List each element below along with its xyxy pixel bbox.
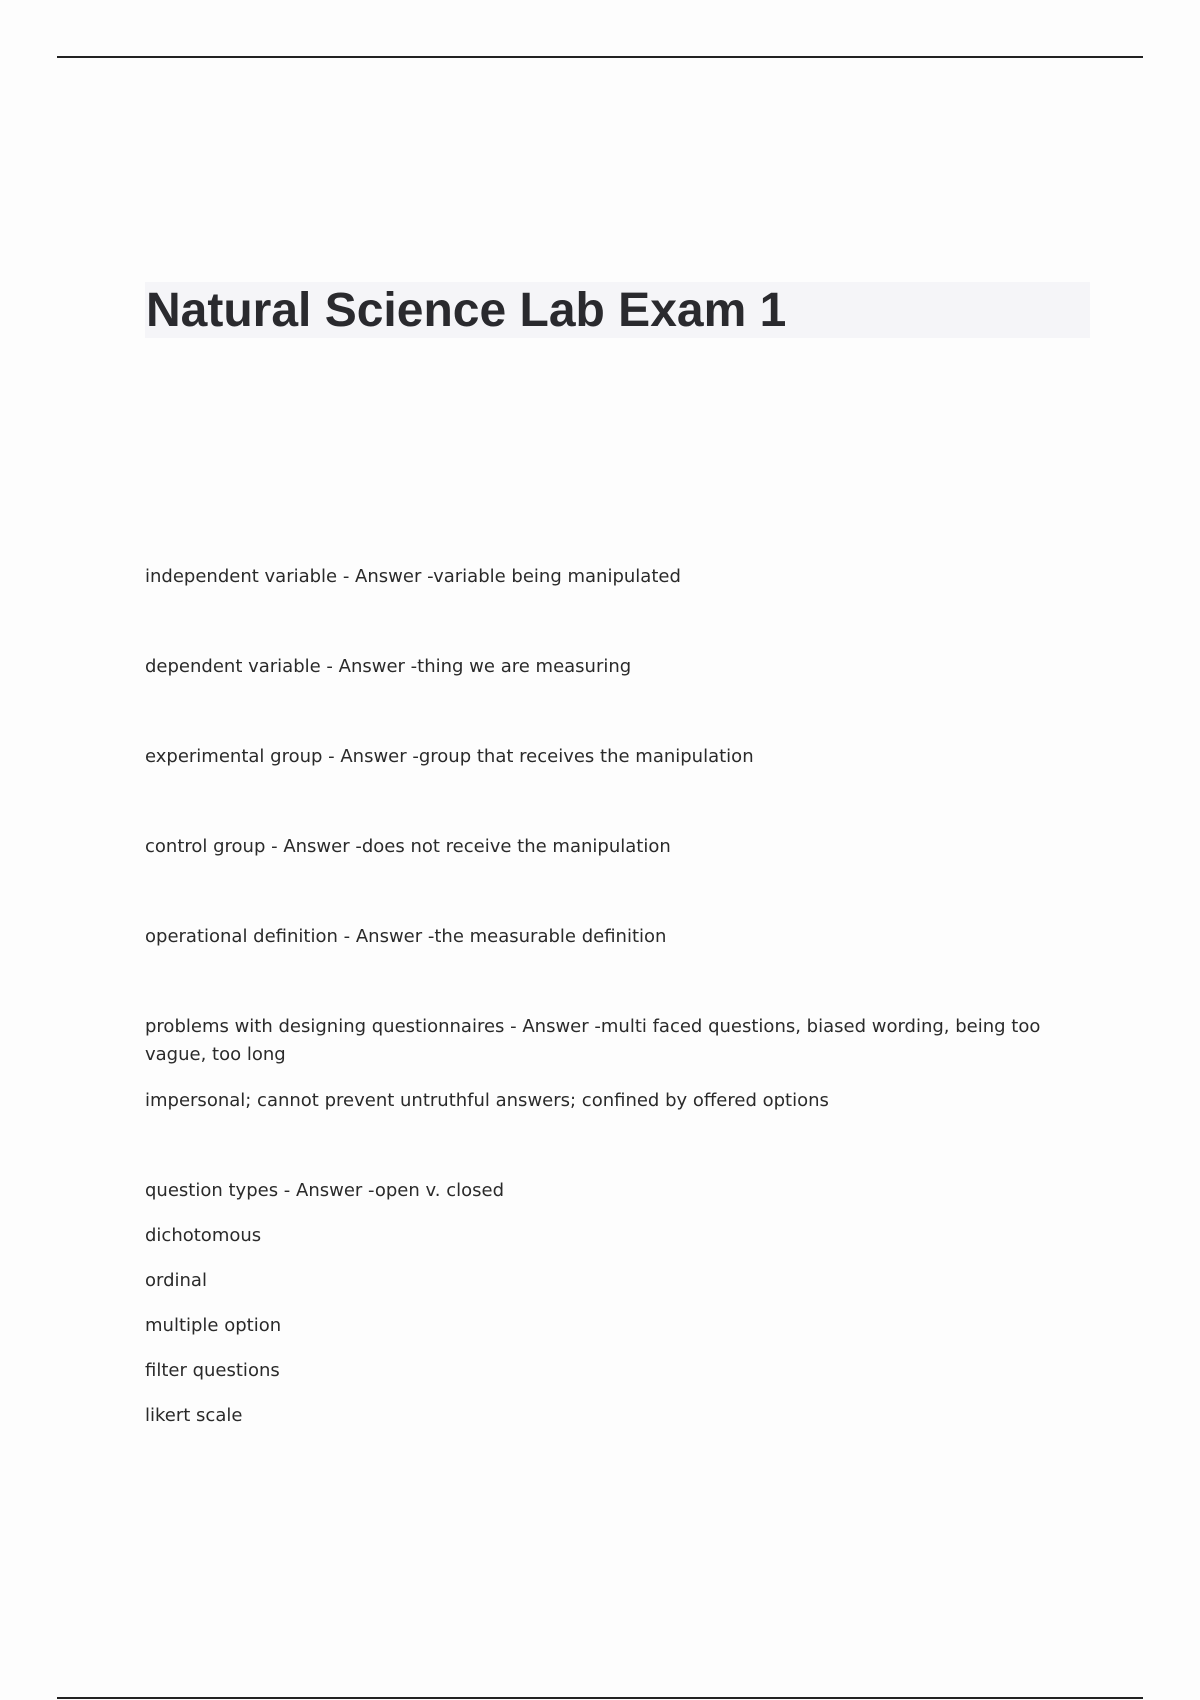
entry-text: question types - Answer -open v. closed — [145, 1180, 504, 1201]
top-rule — [57, 56, 1143, 58]
flashcard-entry — [145, 923, 1065, 951]
entry-extra-line: ordinal — [145, 1270, 207, 1291]
flashcard-entry — [145, 1013, 1065, 1115]
entry-extra-line: impersonal; cannot prevent untruthful answers; confined by offered options — [145, 1090, 829, 1111]
bottom-rule — [57, 1697, 1143, 1699]
flashcard-entry — [145, 563, 1065, 591]
entry-extra-line: multiple option — [145, 1315, 282, 1336]
entry-extra-line: dichotomous — [145, 1225, 262, 1246]
entry-text: problems with designing questionnaires - Answer -multi faced questions, biased wording, being too vague, too long — [145, 1016, 1041, 1065]
flashcard-list — [145, 563, 1065, 1492]
entry-extra-line: filter questions — [145, 1360, 280, 1381]
entry-text: control group - Answer -does not receive the manipulation — [145, 836, 671, 857]
entry-text: independent variable - Answer -variable being manipulated — [145, 566, 681, 587]
flashcard-entry — [145, 743, 1065, 771]
entry-text: experimental group - Answer -group that receives the manipulation — [145, 746, 754, 767]
entry-text: operational definition - Answer -the measurable definition — [145, 926, 667, 947]
entry-extra-line: likert scale — [145, 1405, 243, 1426]
document-title: Natural Science Lab Exam 1 — [146, 284, 787, 337]
flashcard-entry — [145, 833, 1065, 861]
flashcard-entry — [145, 653, 1065, 681]
flashcard-entry — [145, 1177, 1065, 1430]
entry-text: dependent variable - Answer -thing we are measuring — [145, 656, 632, 677]
